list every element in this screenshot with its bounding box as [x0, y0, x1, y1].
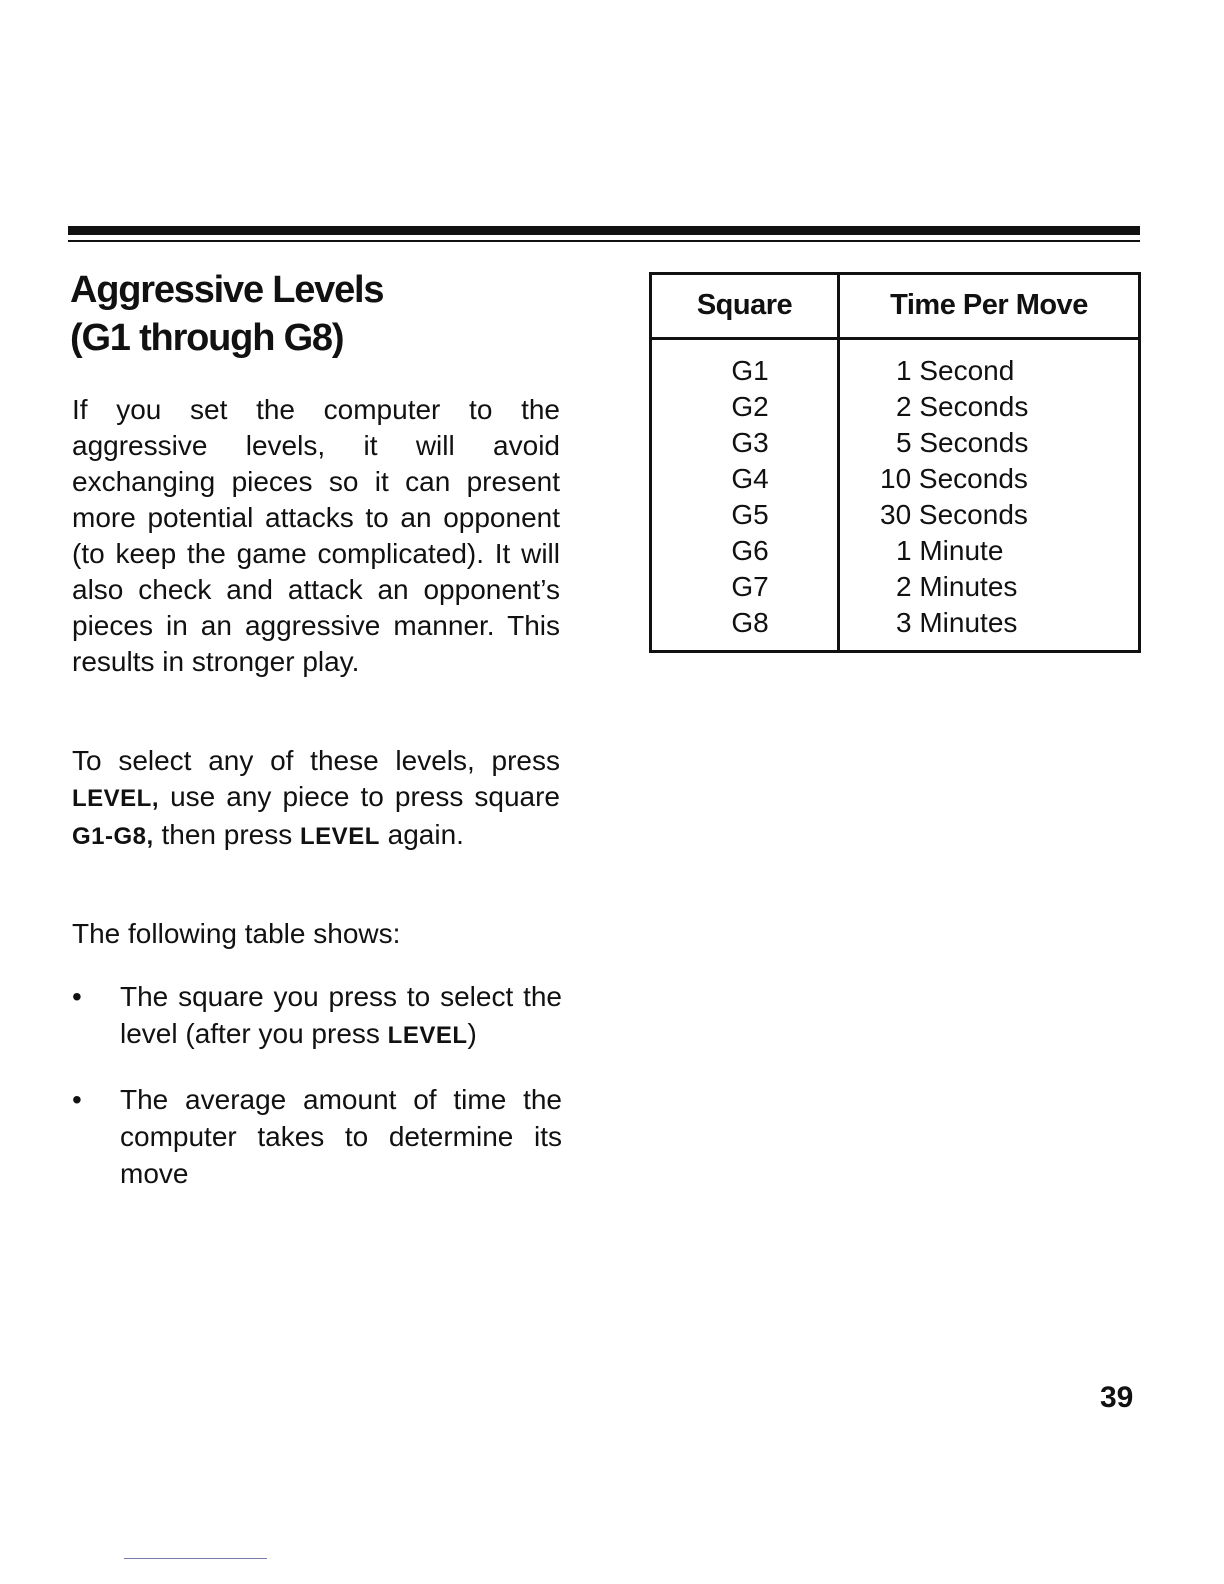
time-cell: 2 Minutes — [896, 571, 1018, 602]
bullet-dot-icon: • — [72, 981, 82, 1012]
bullet-item-time — [72, 1081, 562, 1192]
table-row — [652, 497, 1138, 533]
page-number: 39 — [1100, 1381, 1134, 1414]
table-row — [652, 353, 1138, 389]
select-instructions-paragraph — [72, 743, 560, 855]
table-row — [652, 461, 1138, 497]
select-instructions-text — [72, 743, 560, 855]
intro-paragraph-text: If you set the computer to the aggressive levels, it will avoid exchanging pieces so it can present more potential attacks to an opponent (to keep the game complicated). It will also check and attack an opponent’s pieces in an aggressive manner. This results in stronger play. — [72, 394, 560, 677]
section-heading — [70, 266, 383, 362]
footer-line — [124, 1558, 267, 1559]
squares-key-label: G1-G8, — [72, 823, 154, 850]
time-cell: 10 Seconds — [880, 463, 1028, 494]
table-header-divider — [652, 337, 1138, 340]
time-cell: 1 Second — [896, 355, 1015, 386]
instr-text-3: then press — [161, 819, 293, 850]
time-cell: 1 Minute — [896, 535, 1004, 566]
time-per-move-table — [649, 272, 1141, 653]
intro-paragraph — [72, 392, 560, 680]
header-rule-thin — [68, 240, 1140, 242]
heading-line-1: Aggressive Levels — [70, 269, 384, 311]
table-body — [652, 353, 1138, 641]
time-cell: 30 Seconds — [880, 499, 1028, 530]
table-row — [652, 389, 1138, 425]
table-intro-text: The following table shows: — [72, 918, 401, 949]
table-header-time: Time Per Move — [890, 289, 1088, 321]
bullet-square-text: The square you press to select the level (after you press — [120, 981, 562, 1049]
square-cell: G5 — [731, 499, 769, 530]
bullet-item-square: • The square you press to select the level (after you press LEVEL) — [72, 978, 562, 1054]
square-cell: G7 — [731, 571, 769, 602]
time-cell: 5 Seconds — [896, 427, 1029, 458]
table-row — [652, 533, 1138, 569]
instr-text-2: use any piece to press square — [170, 781, 561, 812]
time-cell: 3 Minutes — [896, 607, 1018, 638]
bullet-dot-icon: • — [72, 1084, 82, 1115]
instr-text-1: To select any of these levels, press — [72, 745, 560, 776]
level-key-label: LEVEL, — [72, 785, 160, 812]
bullet-time-text: The average amount of time the computer takes to determine its move — [120, 1084, 562, 1189]
table-row — [652, 425, 1138, 461]
level-key-label-2: LEVEL — [300, 823, 380, 850]
table-intro-paragraph — [72, 916, 560, 952]
square-cell: G8 — [731, 607, 769, 638]
instr-text-4: again. — [387, 819, 464, 850]
header-rule-thick — [68, 226, 1140, 235]
square-cell: G6 — [731, 535, 769, 566]
square-cell: G4 — [731, 463, 769, 494]
time-cell: 2 Seconds — [896, 391, 1029, 422]
table-row — [652, 605, 1138, 641]
square-cell: G1 — [731, 355, 769, 386]
heading-line-2: (G1 through G8) — [70, 317, 344, 359]
table-header-square: Square — [696, 289, 793, 321]
bullet-level-key: LEVEL — [387, 1022, 468, 1049]
square-cell: G3 — [731, 427, 769, 458]
bullet-list — [72, 978, 562, 1219]
square-cell: G2 — [731, 391, 769, 422]
table-row — [652, 569, 1138, 605]
